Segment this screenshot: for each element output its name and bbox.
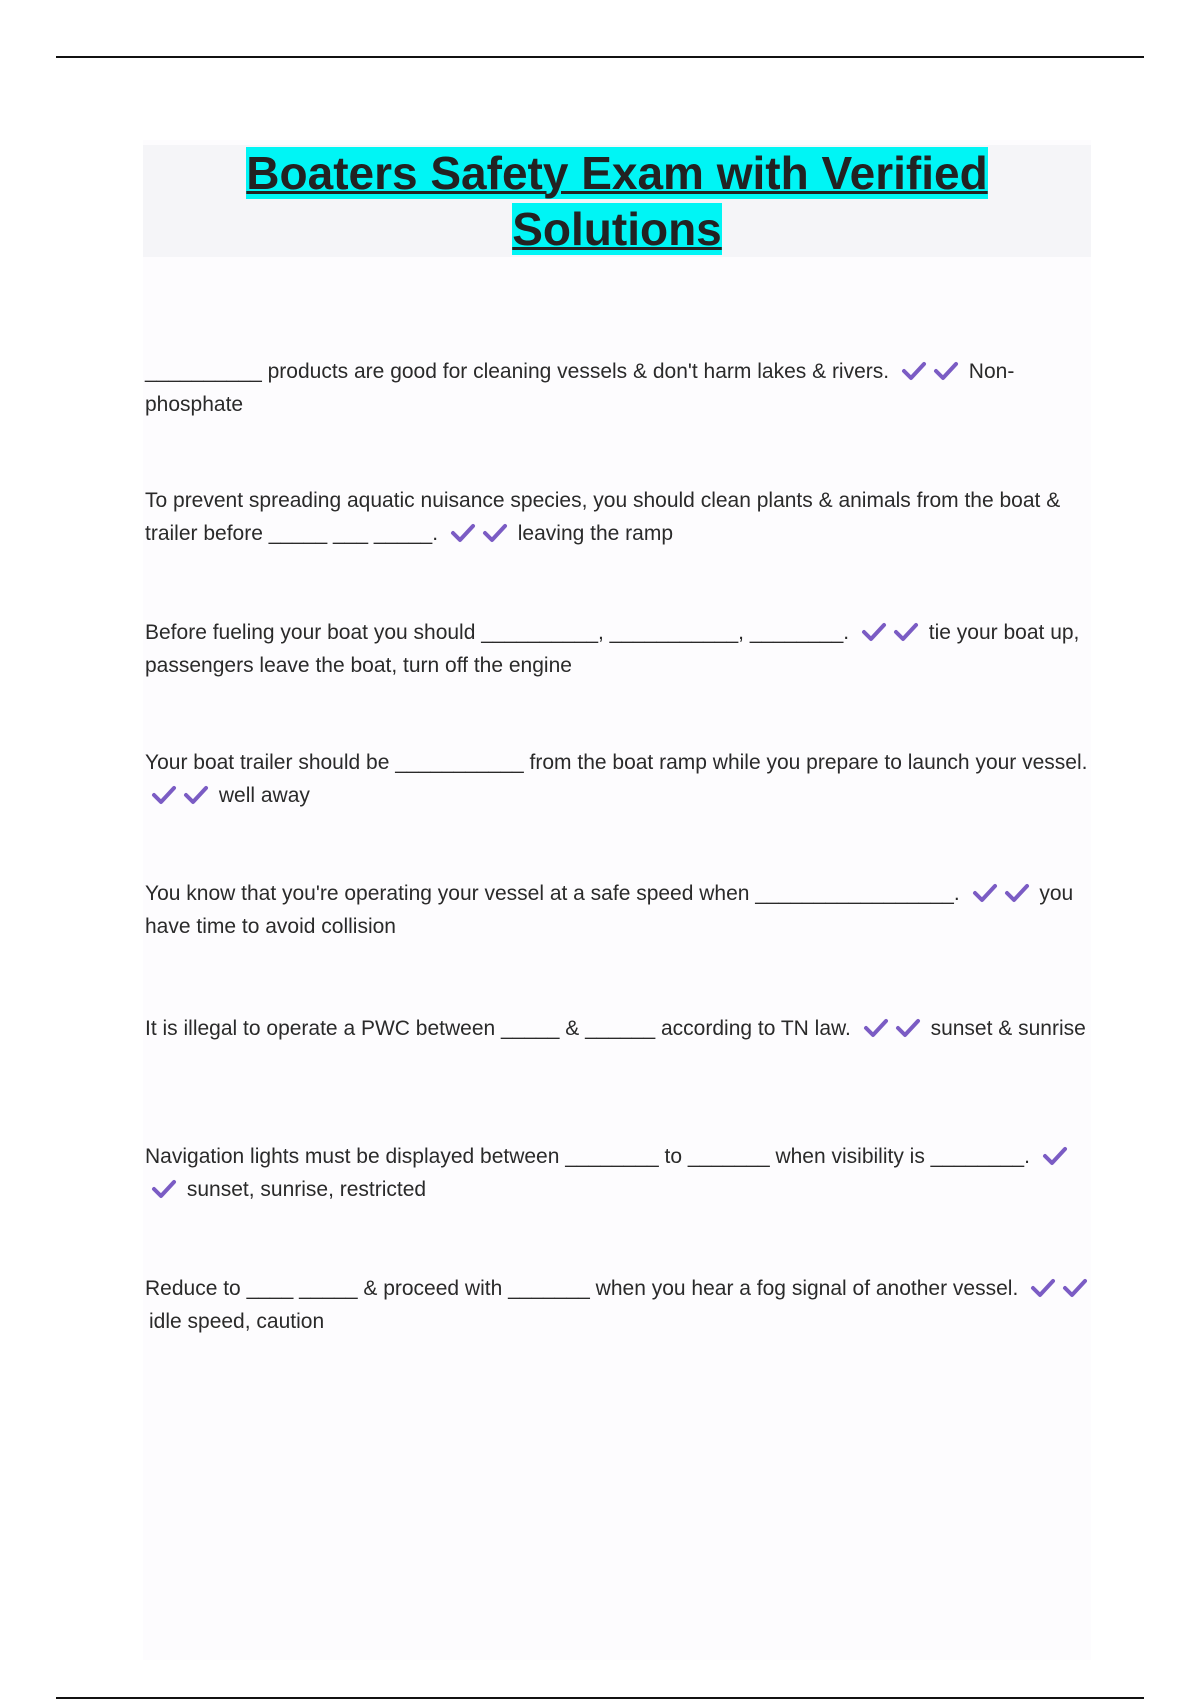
answer-text: sunset & sunrise: [930, 1017, 1086, 1040]
answer-text: idle speed, caution: [149, 1310, 325, 1333]
check-icon: [1062, 1278, 1088, 1298]
check-icon: [183, 785, 209, 805]
top-rule: [56, 56, 1144, 58]
question-text: You know that you're operating your vessel at a safe speed when _________________.: [145, 882, 960, 905]
qa-item: [145, 877, 1090, 943]
check-icon: [893, 622, 919, 642]
title-box: [143, 145, 1091, 257]
qa-item: [145, 616, 1090, 682]
question-text: __________ products are good for cleaning vessels & don't harm lakes & rivers.: [145, 360, 890, 383]
question-text: It is illegal to operate a PWC between _____ & ______ according to TN law.: [145, 1017, 851, 1040]
answer-text: tie your boat up, passengers leave the boat, turn off the engine: [145, 621, 1080, 677]
check-icon: [151, 1179, 177, 1199]
question-text: Reduce to ____ _____ & proceed with _______ when you hear a fog signal of another vessel.: [145, 1277, 1019, 1300]
answer-text: sunset, sunrise, restricted: [186, 1178, 427, 1201]
check-icon: [901, 361, 927, 381]
qa-item: [145, 355, 1090, 421]
qa-item: [145, 1012, 1090, 1045]
answer-text: well away: [218, 784, 310, 807]
check-icon: [1042, 1146, 1068, 1166]
bottom-rule: [56, 1697, 1144, 1699]
check-icon: [863, 1018, 889, 1038]
check-icon: [151, 785, 177, 805]
qa-item: [145, 746, 1090, 812]
check-icon: [1004, 883, 1030, 903]
answer-text: you have time to avoid collision: [145, 882, 1074, 938]
check-icon: [972, 883, 998, 903]
check-icon: [450, 523, 476, 543]
check-icon: [895, 1018, 921, 1038]
check-icon: [933, 361, 959, 381]
title-line-2: Solutions: [512, 203, 722, 255]
question-text: Navigation lights must be displayed between ________ to _______ when visibility is ________.: [145, 1145, 1030, 1168]
check-icon: [482, 523, 508, 543]
check-icon: [861, 622, 887, 642]
check-icon: [1030, 1278, 1056, 1298]
qa-item: [145, 484, 1090, 550]
question-text: To prevent spreading aquatic nuisance species, you should clean plants & animals from the boat & trailer before _____ ___ _____.: [145, 489, 1061, 545]
document-title: [246, 145, 987, 257]
title-line-1: Boaters Safety Exam with Verified: [246, 147, 988, 199]
question-text: Before fueling your boat you should __________, ___________, ________.: [145, 621, 850, 644]
qa-item: [145, 1272, 1090, 1338]
answer-text: Non-phosphate: [145, 360, 1015, 416]
answer-text: leaving the ramp: [517, 522, 674, 545]
question-text: Your boat trailer should be ___________ from the boat ramp while you prepare to launch your vessel.: [145, 751, 1088, 774]
qa-item: [145, 1140, 1090, 1206]
